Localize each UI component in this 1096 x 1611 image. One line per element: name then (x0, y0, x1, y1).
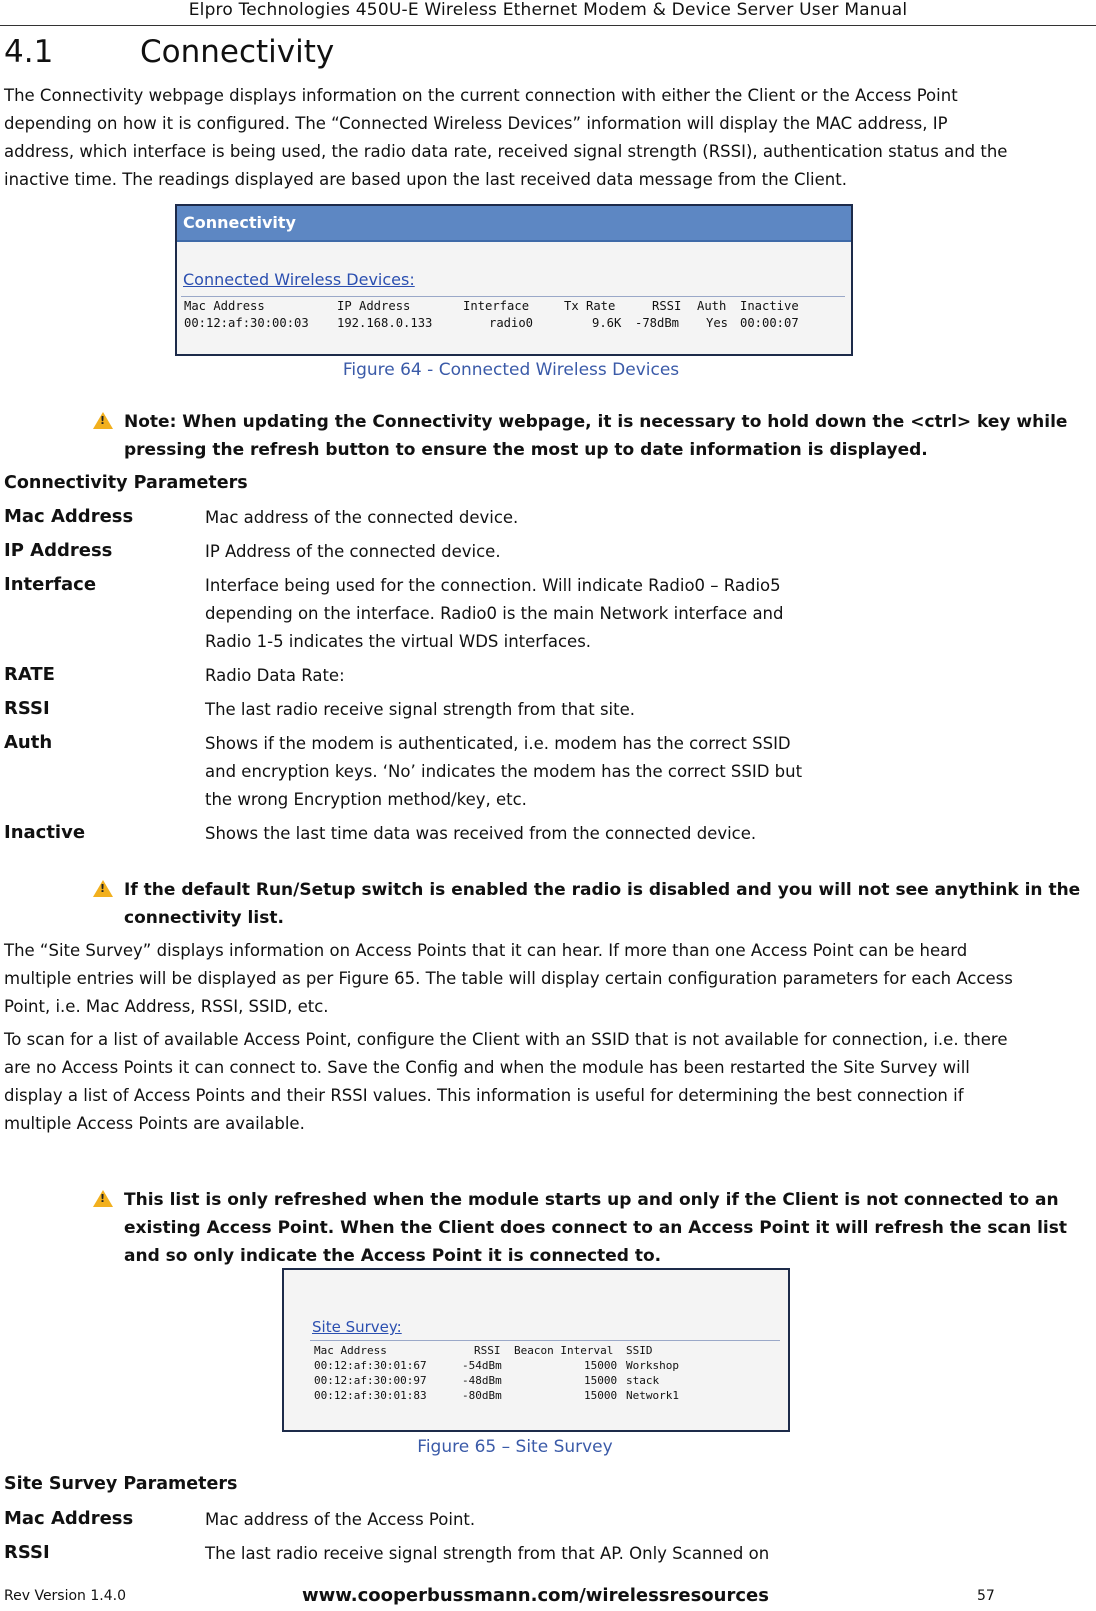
term-inactive: Inactive (4, 822, 86, 843)
note-line: and so only indicate the Access Point it is connected to. (124, 1246, 662, 1266)
def-auth (205, 730, 845, 814)
cell-ssid: stack (626, 1374, 660, 1387)
def-ip-address (205, 538, 845, 566)
figure-64-connectivity-screenshot (175, 204, 853, 356)
term-rate: RATE (4, 664, 55, 685)
site-survey-parameters-heading: Site Survey Parameters (4, 1474, 238, 1494)
def-line: The last radio receive signal strength from that AP. Only Scanned on (205, 1544, 770, 1563)
intro-line: depending on how it is configured. The “Connected Wireless Devices” information will display the MAC address, IP (4, 114, 948, 133)
paragraph-line: multiple entries will be displayed as per Figure 65. The table will display certain configuration parameters for each Access (4, 969, 1013, 988)
def-line: The last radio receive signal strength from that site. (205, 700, 636, 719)
footer-version: Rev Version 1.4.0 (4, 1588, 127, 1604)
note-refresh (124, 408, 1084, 464)
table-row (314, 1389, 784, 1404)
term-rssi: RSSI (4, 1542, 50, 1563)
col-rssi: RSSI (652, 299, 682, 313)
def-line: Mac address of the Access Point. (205, 1510, 476, 1529)
cell-beacon-interval: 15000 (584, 1359, 618, 1372)
page-header-title: Elpro Technologies 450U-E Wireless Ethernet Modem & Device Server User Manual (188, 0, 908, 20)
cell-beacon-interval: 15000 (584, 1374, 618, 1387)
col-beacon-interval: Beacon Interval (514, 1344, 614, 1357)
def-rssi (205, 696, 845, 724)
intro-line: inactive time. The readings displayed are based upon the last received data message from the Client. (4, 170, 847, 189)
def-interface (205, 572, 845, 656)
intro-line: The Connectivity webpage displays information on the current connection with either the Client or the Access Point (4, 86, 958, 105)
cell-ssid: Network1 (626, 1389, 679, 1402)
connectivity-panel-header (177, 206, 851, 242)
cell-mac-address: 00:12:af:30:01:83 (314, 1389, 427, 1402)
col-mac-address: Mac Address (314, 1344, 387, 1357)
cell-interface: radio0 (489, 316, 534, 330)
paragraph-line: To scan for a list of available Access Point, configure the Client with an SSID that is not available for connection, i.e. there (4, 1030, 1008, 1049)
warning-icon: ! (93, 1190, 113, 1207)
cell-auth: Yes (706, 316, 729, 330)
col-ip-address: IP Address (337, 299, 411, 313)
section-number: 4.1 (4, 34, 54, 70)
term-ip-address: IP Address (4, 540, 113, 561)
def-line: Radio Data Rate: (205, 666, 345, 685)
figure-65-caption: Figure 65 – Site Survey (417, 1437, 613, 1457)
col-ssid: SSID (626, 1344, 653, 1357)
def-mac-address (205, 1506, 845, 1534)
footer-page-number: 57 (977, 1588, 995, 1604)
term-mac-address: Mac Address (4, 506, 134, 527)
figure-65-divider (310, 1340, 780, 1341)
col-inactive: Inactive (740, 299, 799, 313)
note-line: Note: When updating the Connectivity webpage, it is necessary to hold down the <ctrl> key while (124, 412, 1068, 432)
header-divider (0, 25, 1096, 26)
def-rate (205, 662, 845, 690)
cell-ssid: Workshop (626, 1359, 679, 1372)
def-line: Shows if the modem is authenticated, i.e. modem has the correct SSID (205, 734, 791, 753)
paragraph-line: display a list of Access Points and their RSSI values. This information is useful for determining the best connection if (4, 1086, 964, 1105)
col-auth: Auth (697, 299, 727, 313)
note-line: If the default Run/Setup switch is enabled the radio is disabled and you will not see anythink in the (124, 880, 1081, 900)
def-rssi (205, 1540, 845, 1568)
site-survey-header-row (314, 1344, 784, 1359)
connected-wireless-devices-link[interactable]: Connected Wireless Devices: (183, 270, 415, 289)
note-line: connectivity list. (124, 908, 284, 928)
def-inactive (205, 820, 845, 848)
cell-beacon-interval: 15000 (584, 1389, 618, 1402)
figure-65-site-survey-screenshot (282, 1268, 790, 1432)
note-line: pressing the refresh button to ensure the most up to date information is displayed. (124, 440, 928, 460)
col-tx-rate: Tx Rate (564, 299, 616, 313)
col-rssi: RSSI (474, 1344, 501, 1357)
figure-64-divider (181, 296, 845, 297)
section-title: Connectivity (140, 34, 335, 70)
intro-paragraph (4, 82, 1090, 194)
scan-paragraph (4, 1026, 1090, 1138)
paragraph-line: multiple Access Points are available. (4, 1114, 305, 1133)
term-mac-address: Mac Address (4, 1508, 134, 1529)
cell-mac-address: 00:12:af:30:00:97 (314, 1374, 427, 1387)
def-line: Radio 1-5 indicates the virtual WDS interfaces. (205, 632, 592, 651)
paragraph-line: The “Site Survey” displays information on Access Points that it can hear. If more than one Access Point can be heard (4, 941, 968, 960)
def-line: the wrong Encryption method/key, etc. (205, 790, 527, 809)
site-survey-link[interactable]: Site Survey: (312, 1318, 402, 1336)
col-mac-address: Mac Address (184, 299, 265, 313)
cell-rssi: -48dBm (462, 1374, 502, 1387)
cell-rssi: -54dBm (462, 1359, 502, 1372)
term-rssi: RSSI (4, 698, 50, 719)
cell-mac-address: 00:12:af:30:00:03 (184, 316, 309, 330)
connected-devices-header-row (184, 299, 850, 315)
cell-inactive: 00:00:07 (740, 316, 799, 330)
cell-rssi: -78dBm (635, 316, 680, 330)
note-scan-refresh (124, 1186, 1084, 1270)
def-line: Mac address of the connected device. (205, 508, 519, 527)
connectivity-panel-title: Connectivity (183, 213, 296, 232)
term-auth: Auth (4, 732, 53, 753)
cell-tx-rate: 9.6K (592, 316, 622, 330)
section-heading (4, 34, 334, 70)
note-line: existing Access Point. When the Client does connect to an Access Point it will refresh the scan list (124, 1218, 1068, 1238)
cell-rssi: -80dBm (462, 1389, 502, 1402)
connectivity-parameters-heading: Connectivity Parameters (4, 473, 248, 493)
def-mac-address (205, 504, 845, 532)
col-interface: Interface (463, 299, 530, 313)
figure-64-caption: Figure 64 - Connected Wireless Devices (342, 360, 680, 380)
paragraph-line: Point, i.e. Mac Address, RSSI, SSID, etc. (4, 997, 329, 1016)
def-line: depending on the interface. Radio0 is the main Network interface and (205, 604, 784, 623)
table-row (314, 1359, 784, 1374)
def-line: Interface being used for the connection. Will indicate Radio0 – Radio5 (205, 576, 781, 595)
table-row (314, 1374, 784, 1389)
intro-line: address, which interface is being used, the radio data rate, received signal strength (RSSI), authentication status and the (4, 142, 1008, 161)
note-run-setup (124, 876, 1084, 932)
term-interface: Interface (4, 574, 97, 595)
def-line: IP Address of the connected device. (205, 542, 501, 561)
site-survey-paragraph (4, 937, 1090, 1021)
warning-icon: ! (93, 412, 113, 429)
note-line: This list is only refreshed when the module starts up and only if the Client is not connected to an (124, 1190, 1059, 1210)
def-line: Shows the last time data was received from the connected device. (205, 824, 757, 843)
table-row (184, 316, 850, 332)
footer-url-link[interactable]: www.cooperbussmann.com/wirelessresources (302, 1585, 769, 1606)
cell-mac-address: 00:12:af:30:01:67 (314, 1359, 427, 1372)
warning-icon: ! (93, 880, 113, 897)
def-line: and encryption keys. ‘No’ indicates the modem has the correct SSID but (205, 762, 803, 781)
cell-ip-address: 192.168.0.133 (337, 316, 433, 330)
paragraph-line: are no Access Points it can connect to. Save the Config and when the module has been restarted the Site Survey will (4, 1058, 970, 1077)
